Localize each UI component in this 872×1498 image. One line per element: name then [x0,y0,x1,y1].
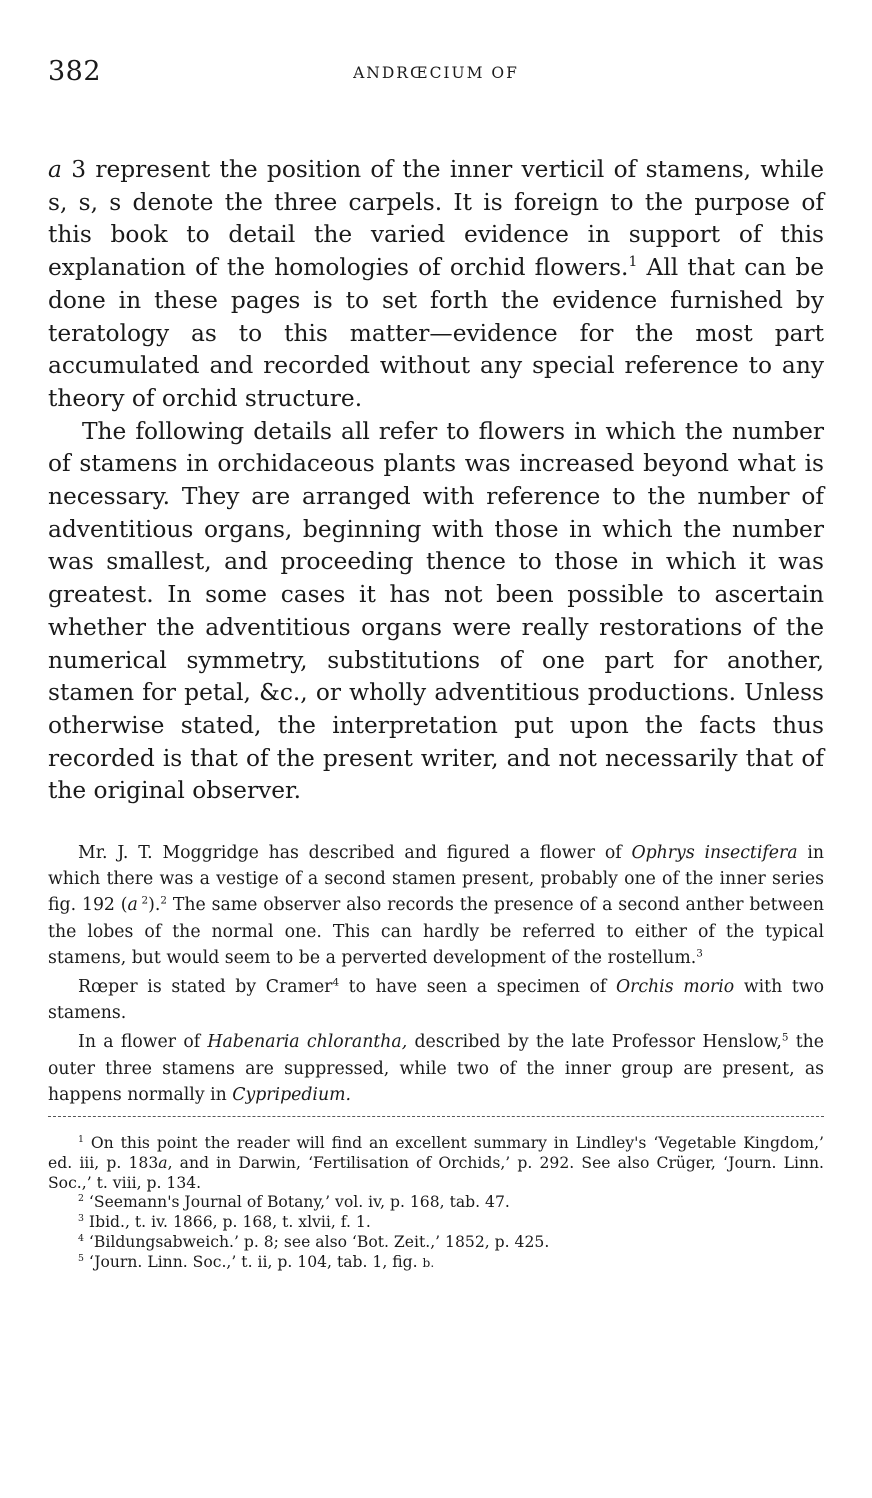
footnote-mark: 4 [78,1233,84,1244]
footnote-mark: 2 [78,1193,84,1205]
page [48,56,824,1274]
footnote-divider [48,1116,824,1117]
paragraph-text: described by the late Professor Henslow, [407,1032,782,1053]
footnote-text: ‘Seemann's Journal of Botany,’ vol. iv, p. 168, tab. 47. [83,1193,510,1212]
footnote-1 [48,1134,824,1193]
figure-letter: a [127,895,138,916]
footnote-5 [48,1253,824,1274]
footnote-ref-4[interactable]: 4 [332,976,340,989]
footnote-ref-5[interactable]: 5 [781,1031,789,1044]
figure-letter: b. [422,1255,435,1270]
paragraph-text: Rœper is stated by Cramer [78,977,333,998]
genus-name: Cypripedium. [232,1084,351,1105]
paragraph-text: to have seen a specimen of [339,977,616,998]
paragraph-text: the outer three stamens are suppressed, while two of the inner group are present, as happens normally in [48,1032,824,1105]
small-paragraph-1 [48,840,824,971]
page-suffix: a [158,1153,168,1172]
small-paragraph-2 [48,974,824,1026]
paragraph-text: All that can be done in these pages is to set forth the evidence furnished by teratology as to this matter—evidence for the most part accumulated and recorded without any special reference to any theory of orchid structure. [48,254,825,412]
footnote-ref-1[interactable]: 1 [628,254,638,271]
footnote-text: ‘Bildungsabweich.’ p. 8; see also ‘Bot. Zeit.,’ 1852, p. 425. [83,1233,550,1252]
footnotes [48,1134,824,1274]
paragraph-text: 3 represent the position of the inner verticil of stamens, while s, s, s denote the three carpels. It is foreign to the purpose of this book to detail the varied evidence in support of this explanation of the homologies of orchid flowers. [48,156,824,282]
footnote-text: ‘Journ. Linn. Soc.,’ t. ii, p. 104, tab. 1, fig. [83,1252,423,1271]
footnote-ref-2[interactable]: 2 [160,894,167,907]
footnote-ref-3[interactable]: 3 [696,947,703,960]
footnote-text: , and in Darwin, ‘Fertilisation of Orchids,’ p. 292. See also Crüger, ‘Journ. Linn. Soc.,’ t. viii, p. 134. [48,1153,824,1192]
paragraph-text: in which there was a vestige of a second stamen present, probably one of the inner series fig. 192 ( [48,843,825,916]
paragraph-text: ). [148,895,161,916]
running-head [48,56,824,96]
paragraph-text: The same observer also records the presence of a second anther between the lobes of the normal one. This can hardly be referred to either of the typical stamens, but would seem to be a perverted development of the rostellum. [48,895,825,968]
body-paragraph-1 [48,154,824,416]
page-number: 382 [48,56,102,87]
main-text [48,154,824,808]
paragraph-text: with two stamens. [48,977,825,1024]
species-name: Habenaria chlorantha, [207,1032,408,1053]
paragraph-text: In a flower of [78,1032,208,1053]
footnote-text: On this point the reader will find an excellent summary in Lindley's ‘Vegetable Kingdom,’ ed. iii, p. 183 [48,1134,824,1172]
footnote-mark: 5 [78,1252,84,1264]
paragraph-text: Mr. J. T. Moggridge has described and figured a flower of [78,843,632,864]
footnote-4 [48,1233,824,1253]
figure-superscript: 2 [137,894,149,907]
footnote-2 [48,1193,824,1213]
species-name: Ophrys insectifera [631,843,798,864]
footnote-text: Ibid., t. iv. 1866, p. 168, t. xlvii, f. 1. [83,1213,371,1232]
running-title: ANDRŒCIUM OF [353,64,519,82]
species-name: Orchis morio [615,977,735,998]
footnote-3 [48,1213,824,1233]
small-paragraph-3 [48,1029,824,1108]
small-print-section [48,840,824,1108]
figure-letter: a [48,156,62,183]
body-paragraph-2: The following details all refer to flowers in which the number of stamens in orchidaceous plants was increased beyond what is necessary. They are arranged with reference to the number of adventitious organs, beginning with those in which the number was smallest, and proceeding thence to those in which it was greatest. In some cases it has not been possible to ascertain whether the adventitious organs were really restorations of the numerical symmetry, substitutions of one part for another, stamen for petal, &c., or wholly adventitious productions. Unless otherwise stated, the interpretation put upon the facts thus recorded is that of the present writer, and not necessarily that of the original observer. [48,417,824,805]
footnote-mark: 1 [78,1134,84,1146]
footnote-mark: 3 [78,1213,84,1225]
